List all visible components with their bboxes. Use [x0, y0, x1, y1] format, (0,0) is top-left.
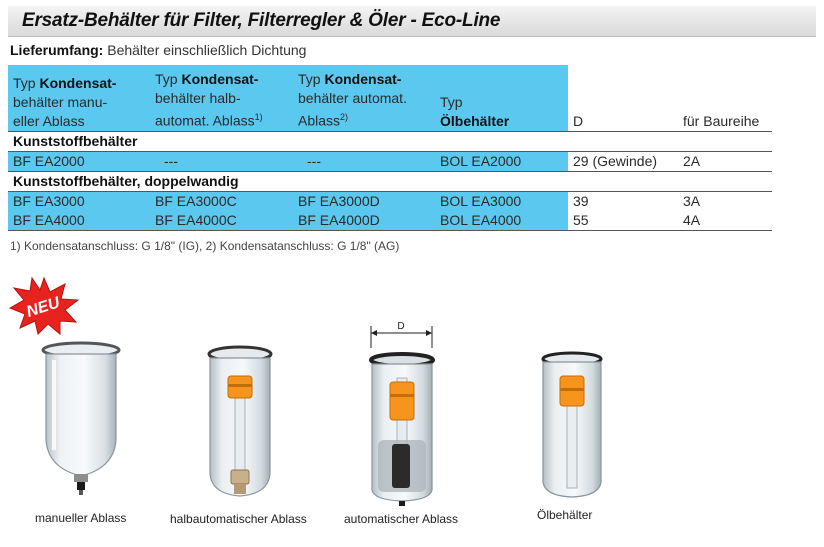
manual-drain-bowl-image [36, 340, 126, 502]
footnote: 1) Kondensatanschluss: G 1/8" (IG), 2) Kondensatanschluss: G 1/8" (AG) [10, 239, 400, 253]
auto-drain-bowl-image [362, 318, 442, 508]
header-cell-auto: Typ Kondensat- behälter automat. Ablass$^{2)}$ [293, 65, 435, 132]
header-cell-manual: Typ Kondensat- behälter manu- eller Ablass [8, 65, 150, 132]
caption-oil: Ölbehälter [537, 508, 593, 522]
oil-bowl-image [536, 350, 608, 500]
delivery-scope-text: Behälter einschließlich Dichtung [103, 42, 307, 58]
page-title: Ersatz-Behälter für Filter, Filterregler & Öler - Eco-Line [22, 10, 501, 31]
caption-manual: manueller Ablass [35, 511, 127, 525]
spec-table [8, 65, 772, 231]
title-bar [8, 6, 816, 37]
header-cell-oil: Typ Ölbehälter [435, 65, 568, 132]
float-icon [390, 382, 414, 420]
group-row-plastic: Kunststoffbehälter [8, 132, 772, 152]
table-row: BF EA4000 BF EA4000C BF EA4000D BOL EA4000 55 4A [8, 211, 772, 231]
group-row-double-wall: Kunststoffbehälter, doppelwandig [8, 172, 772, 192]
delivery-scope [10, 42, 306, 58]
auto-drain-core-icon [392, 444, 410, 488]
caption-auto: automatischer Ablass [344, 512, 459, 526]
drain-valve-icon [74, 474, 88, 482]
semi-auto-drain-bowl-image [202, 344, 278, 504]
new-badge [8, 276, 80, 336]
caption-semi-auto: halbautomatischer Ablass [170, 512, 307, 526]
drain-valve-icon [231, 470, 249, 484]
header-cell-semi-auto: Typ Kondensat- behälter halb- automat. Ablass$^{1)}$ [150, 65, 293, 132]
dimension-label: D [397, 321, 405, 332]
delivery-scope-label: Lieferumfang: [10, 42, 104, 58]
table-row: BF EA2000 --- --- BOL EA2000 29 (Gewinde) 2A [8, 152, 772, 172]
bowl-body-icon [46, 354, 116, 476]
header-cell-series: für Baureihe [678, 65, 772, 132]
table-row: BF EA3000 BF EA3000C BF EA3000D BOL EA3000 39 3A [8, 192, 772, 212]
header-cell-d: D [568, 65, 678, 132]
table-header-row [8, 65, 772, 132]
badge-text: NEU [24, 294, 62, 321]
